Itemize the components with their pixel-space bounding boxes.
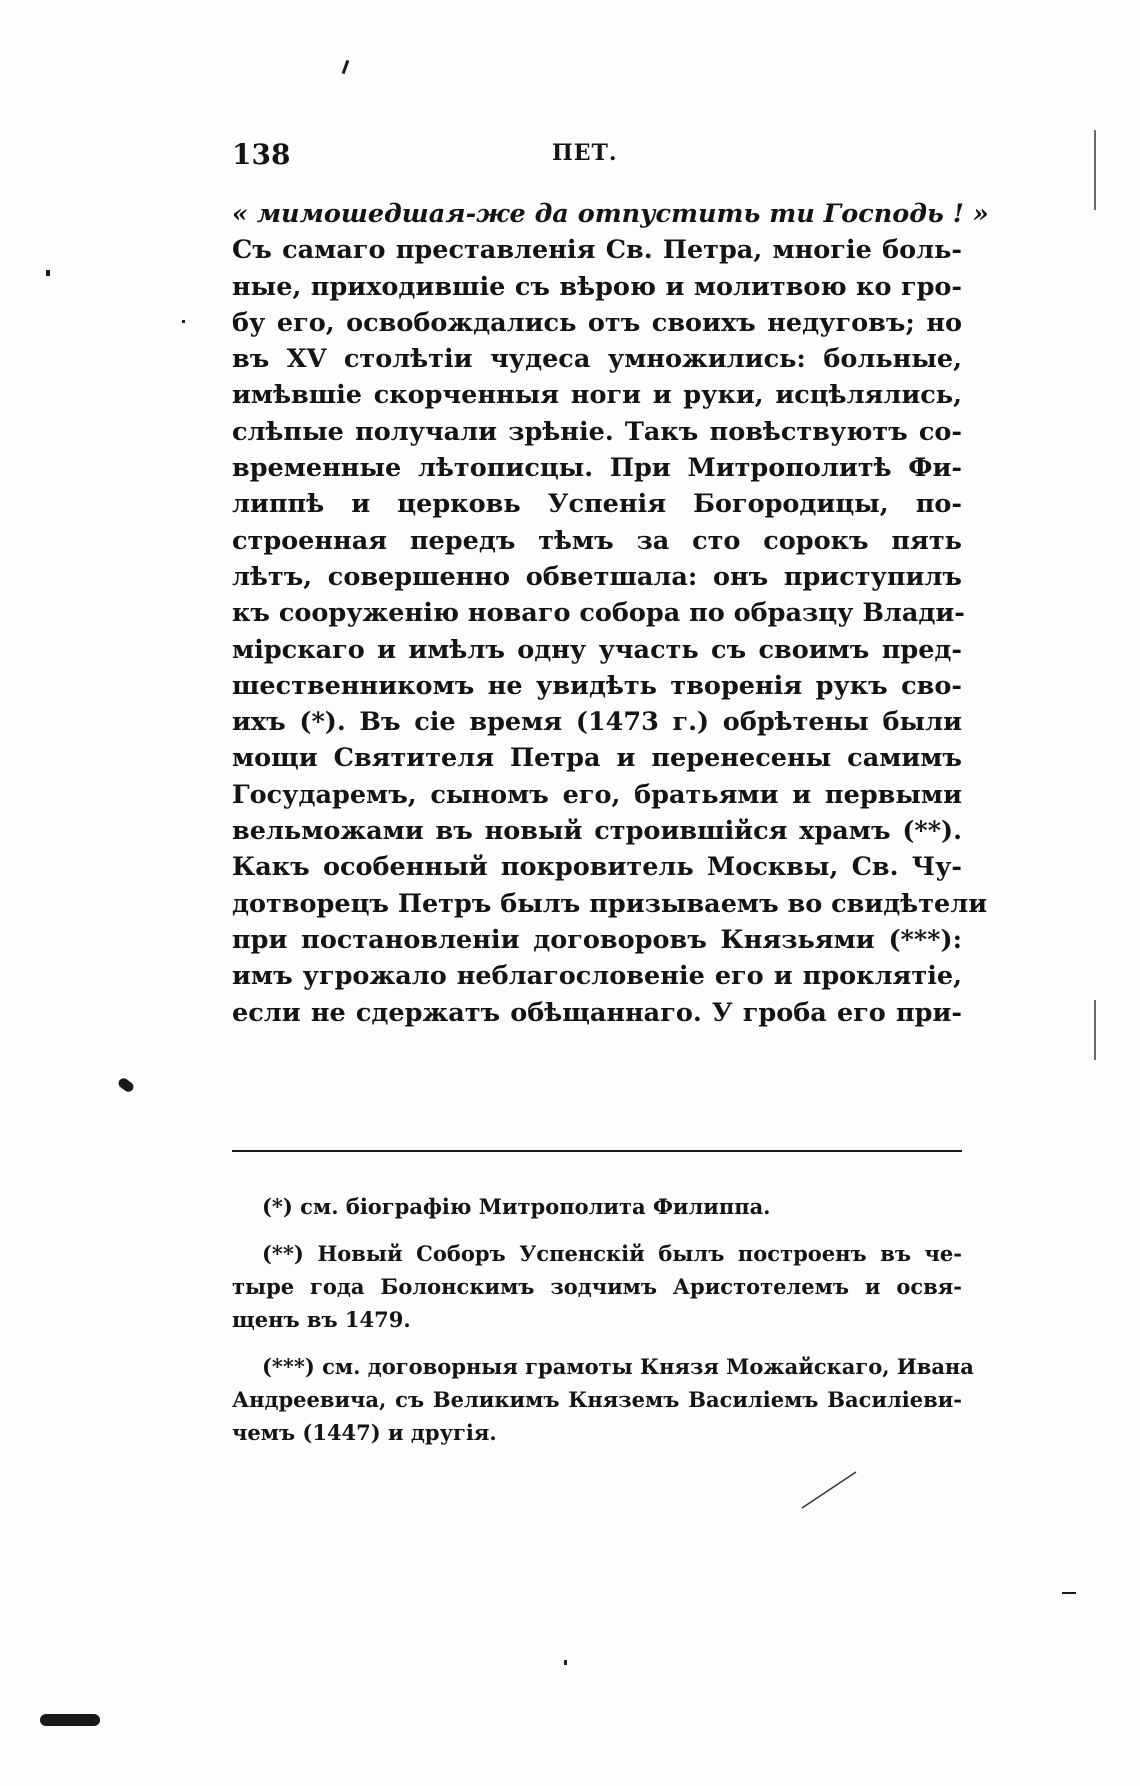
text-line: шественникомъ не увидѣть творенія рукъ сво- <box>232 670 962 701</box>
text-line: въ XV столѣтіи чудеса умножились: больные, <box>232 344 962 375</box>
text-line: къ сооруженію новаго собора по образцу Влади- <box>232 598 965 629</box>
scan-speck <box>1094 130 1096 210</box>
footnote-line: (***) см. договорныя грамоты Князя Можайскаго, Ивана <box>262 1354 974 1379</box>
scan-speck <box>117 1076 136 1093</box>
footnote-line: тыре года Болонскимъ зодчимъ Аристотелемъ и освя- <box>232 1274 962 1299</box>
text-line: при постановленіи договоровъ Князьями (***): <box>232 924 962 955</box>
text-line: ихъ (*). Въ сіе время (1473 г.) обрѣтены были <box>232 707 962 738</box>
footnote-2 <box>232 1237 962 1336</box>
footnote-line: щенъ въ 1479. <box>232 1307 411 1332</box>
scan-speck <box>46 270 50 276</box>
scan-speck <box>564 1660 567 1665</box>
text-line: имъ угрожало неблагословеніе его и проклятіе, <box>232 961 962 992</box>
text-line: Какъ особенный покровитель Москвы, Св. Чу- <box>232 852 962 883</box>
footnotes <box>232 1190 974 1463</box>
footnote-1 <box>232 1190 962 1223</box>
scan-speck <box>342 60 350 74</box>
scan-speck <box>182 320 185 323</box>
text-line: липпѣ и церковь Успенія Богородицы, по- <box>232 489 962 520</box>
text-line: бу его, освобождались отъ своихъ недуговъ; но <box>232 307 962 338</box>
text-line: если не сдержатъ обѣщаннаго. У гроба его при- <box>232 997 962 1028</box>
footnote-line: Андреевича, съ Великимъ Княземъ Василіемъ Василіеви- <box>232 1387 962 1412</box>
footnote-line: (*) см. біографію Митрополита Филиппа. <box>262 1194 771 1219</box>
text-line: Съ самаго преставленія Св. Петра, многіе боль- <box>232 235 962 266</box>
main-text <box>232 196 989 1031</box>
running-title: ПЕТ. <box>552 140 618 166</box>
footnote-3 <box>232 1350 974 1449</box>
footnote-line: (**) Новый Соборъ Успенскій былъ построенъ въ че- <box>262 1241 962 1266</box>
text-line: имѣвшіе скорченныя ноги и руки, исцѣлялись, <box>232 380 962 411</box>
footnote-line: чемъ (1447) и другія. <box>232 1420 497 1445</box>
page-number: 138 <box>232 138 291 171</box>
text-line: Государемъ, сыномъ его, братьями и первыми <box>232 779 962 810</box>
pen-stroke-mark <box>800 1470 860 1510</box>
text-line: лѣтъ, совершенно обветшала: онъ приступилъ <box>232 561 962 592</box>
running-head <box>232 138 962 174</box>
scan-speck <box>1094 1000 1096 1060</box>
text-line: дотворецъ Петръ былъ призываемъ во свидѣтели <box>232 888 988 919</box>
text-line: « мимошедшая-же да отпустить ти Господь ! » <box>232 199 989 229</box>
text-line: ные, приходившіе съ вѣрою и молитвою ко гро- <box>232 271 962 302</box>
text-line: вельможами въ новый строившійся храмъ (**). <box>232 816 962 847</box>
text-line: мірскаго и имѣлъ одну участь съ своимъ пред- <box>232 634 962 665</box>
text-line: строенная передъ тѣмъ за сто сорокъ пять <box>232 525 962 556</box>
scan-speck <box>1062 1592 1076 1594</box>
footnote-separator <box>232 1150 962 1152</box>
scan-speck <box>40 1714 100 1726</box>
text-line: мощи Святителя Петра и перенесены самимъ <box>232 743 962 774</box>
text-line: временные лѣтописцы. При Митрополитѣ Фи- <box>232 453 962 484</box>
text-line: слѣпые получали зрѣніе. Такъ повѣствуютъ со- <box>232 416 962 447</box>
